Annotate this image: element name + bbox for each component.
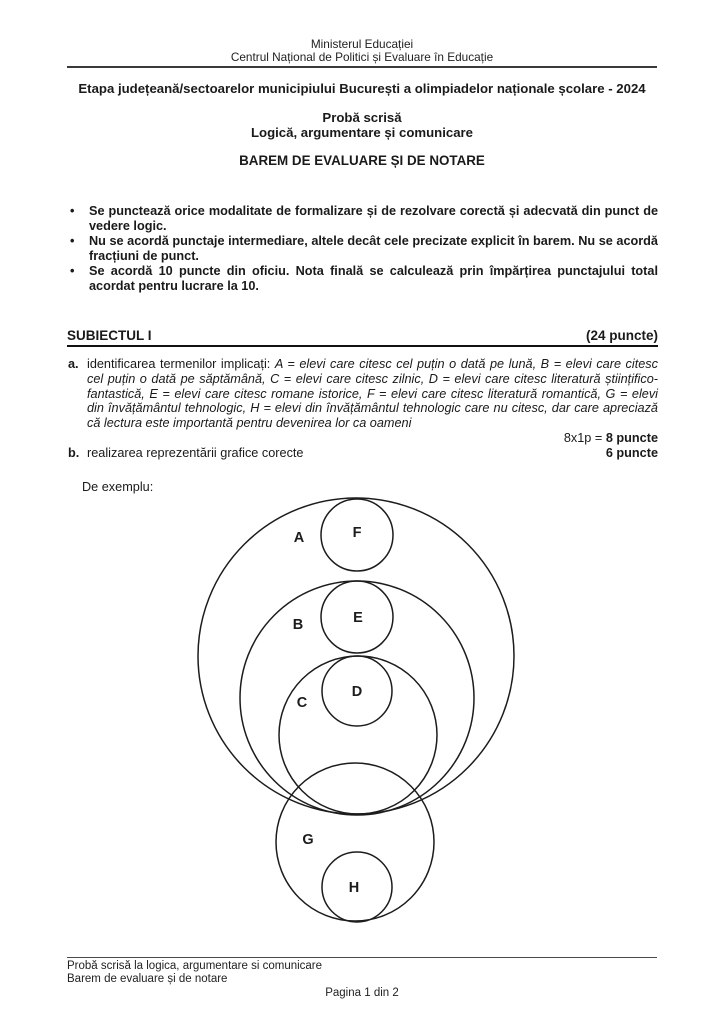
section-points: (24 puncte) [585,328,658,343]
venn-circle-G [276,763,434,921]
item-b [68,446,658,461]
ministry-line: Ministerul Educației [310,37,414,51]
item-a-terms: A = elevi care citesc cel puțin o dată pe lună, B = elevi care citesc cel puțin o dată pe săptămână, C = elevi care citesc zilnic, D = elevi care citesc literatură științifico-fantastică, E = elevi care citesc romane istorice, F = elevi care citesc literatură romantică, G = elevi din învățământul tehnologic, H = elevi din învățământul tehnologic care nu citesc, dar care apreciază că lectura este importantă pentru devenirea lor ca oameni [87,357,658,431]
subtitle-written-test: Probă scrisă [322,110,402,125]
item-b-text: realizarea reprezentării grafice corecte [87,446,304,461]
venn-label-D: D [351,684,363,700]
rule-item [68,204,658,234]
item-b-marker: b. [68,446,80,461]
barem-heading: BAREM DE EVALUARE ȘI DE NOTARE [239,153,485,168]
item-a [68,357,658,431]
item-a-marker: a. [68,357,79,371]
footer-subject-line: Probă scrisă la logica, argumentare si comunicare [67,960,323,972]
bullet-icon: • [70,234,75,248]
venn-label-H: H [348,880,360,896]
national-center-line: Centrul Național de Politici și Evaluare în Educație [230,49,494,64]
item-a-intro: identificarea termenilor implicați: [87,357,275,371]
score-formula: 8x1p = [563,430,606,445]
venn-label-A: A [293,530,305,546]
venn-label-C: C [296,695,308,711]
section-label: SUBIECTUL I [67,328,152,343]
venn-circle-C [279,656,437,814]
venn-label-B: B [292,617,304,633]
item-a-score: 8 puncte [605,430,658,445]
document-header [67,38,657,68]
item-b-score: 6 puncte [605,446,658,461]
rule-text: Se acordă 10 puncte din oficiu. Nota finală se calculează prin împărțirea punctajului total acordat pentru lucrare la 10. [89,264,658,293]
rule-text: Nu se acordă punctaje intermediare, altele decât cele precizate explicit în barem. Nu se acordă fracțiuni de punct. [89,234,658,263]
footer-barem-line: Barem de evaluare și de notare [67,972,228,985]
venn-label-G: G [302,832,314,848]
subtitle-subject: Logică, argumentare și comunicare [250,125,474,140]
section-header [67,328,658,347]
rule-item [68,264,658,294]
euler-diagram [150,480,600,930]
item-a-score-line [68,431,658,446]
venn-label-F: F [352,525,362,541]
bullet-icon: • [70,204,75,218]
bullet-icon: • [70,264,75,278]
rule-text: Se punctează orice modalitate de formalizare și de rezolvare corectă și adecvată din punct de vedere logic. [89,204,658,233]
example-label: De exemplu: [82,480,154,494]
rules-list [68,204,658,294]
document-footer [67,957,657,999]
subtitle-block [40,110,684,140]
venn-label-E: E [353,610,363,626]
page-title: Etapa județeană/sectoarelor municipiului București a olimpiadelor naționale școlare - 2024 [78,81,646,96]
rule-item [68,234,658,264]
page-number: Pagina 1 din 2 [325,986,399,999]
answer-items [68,357,658,461]
